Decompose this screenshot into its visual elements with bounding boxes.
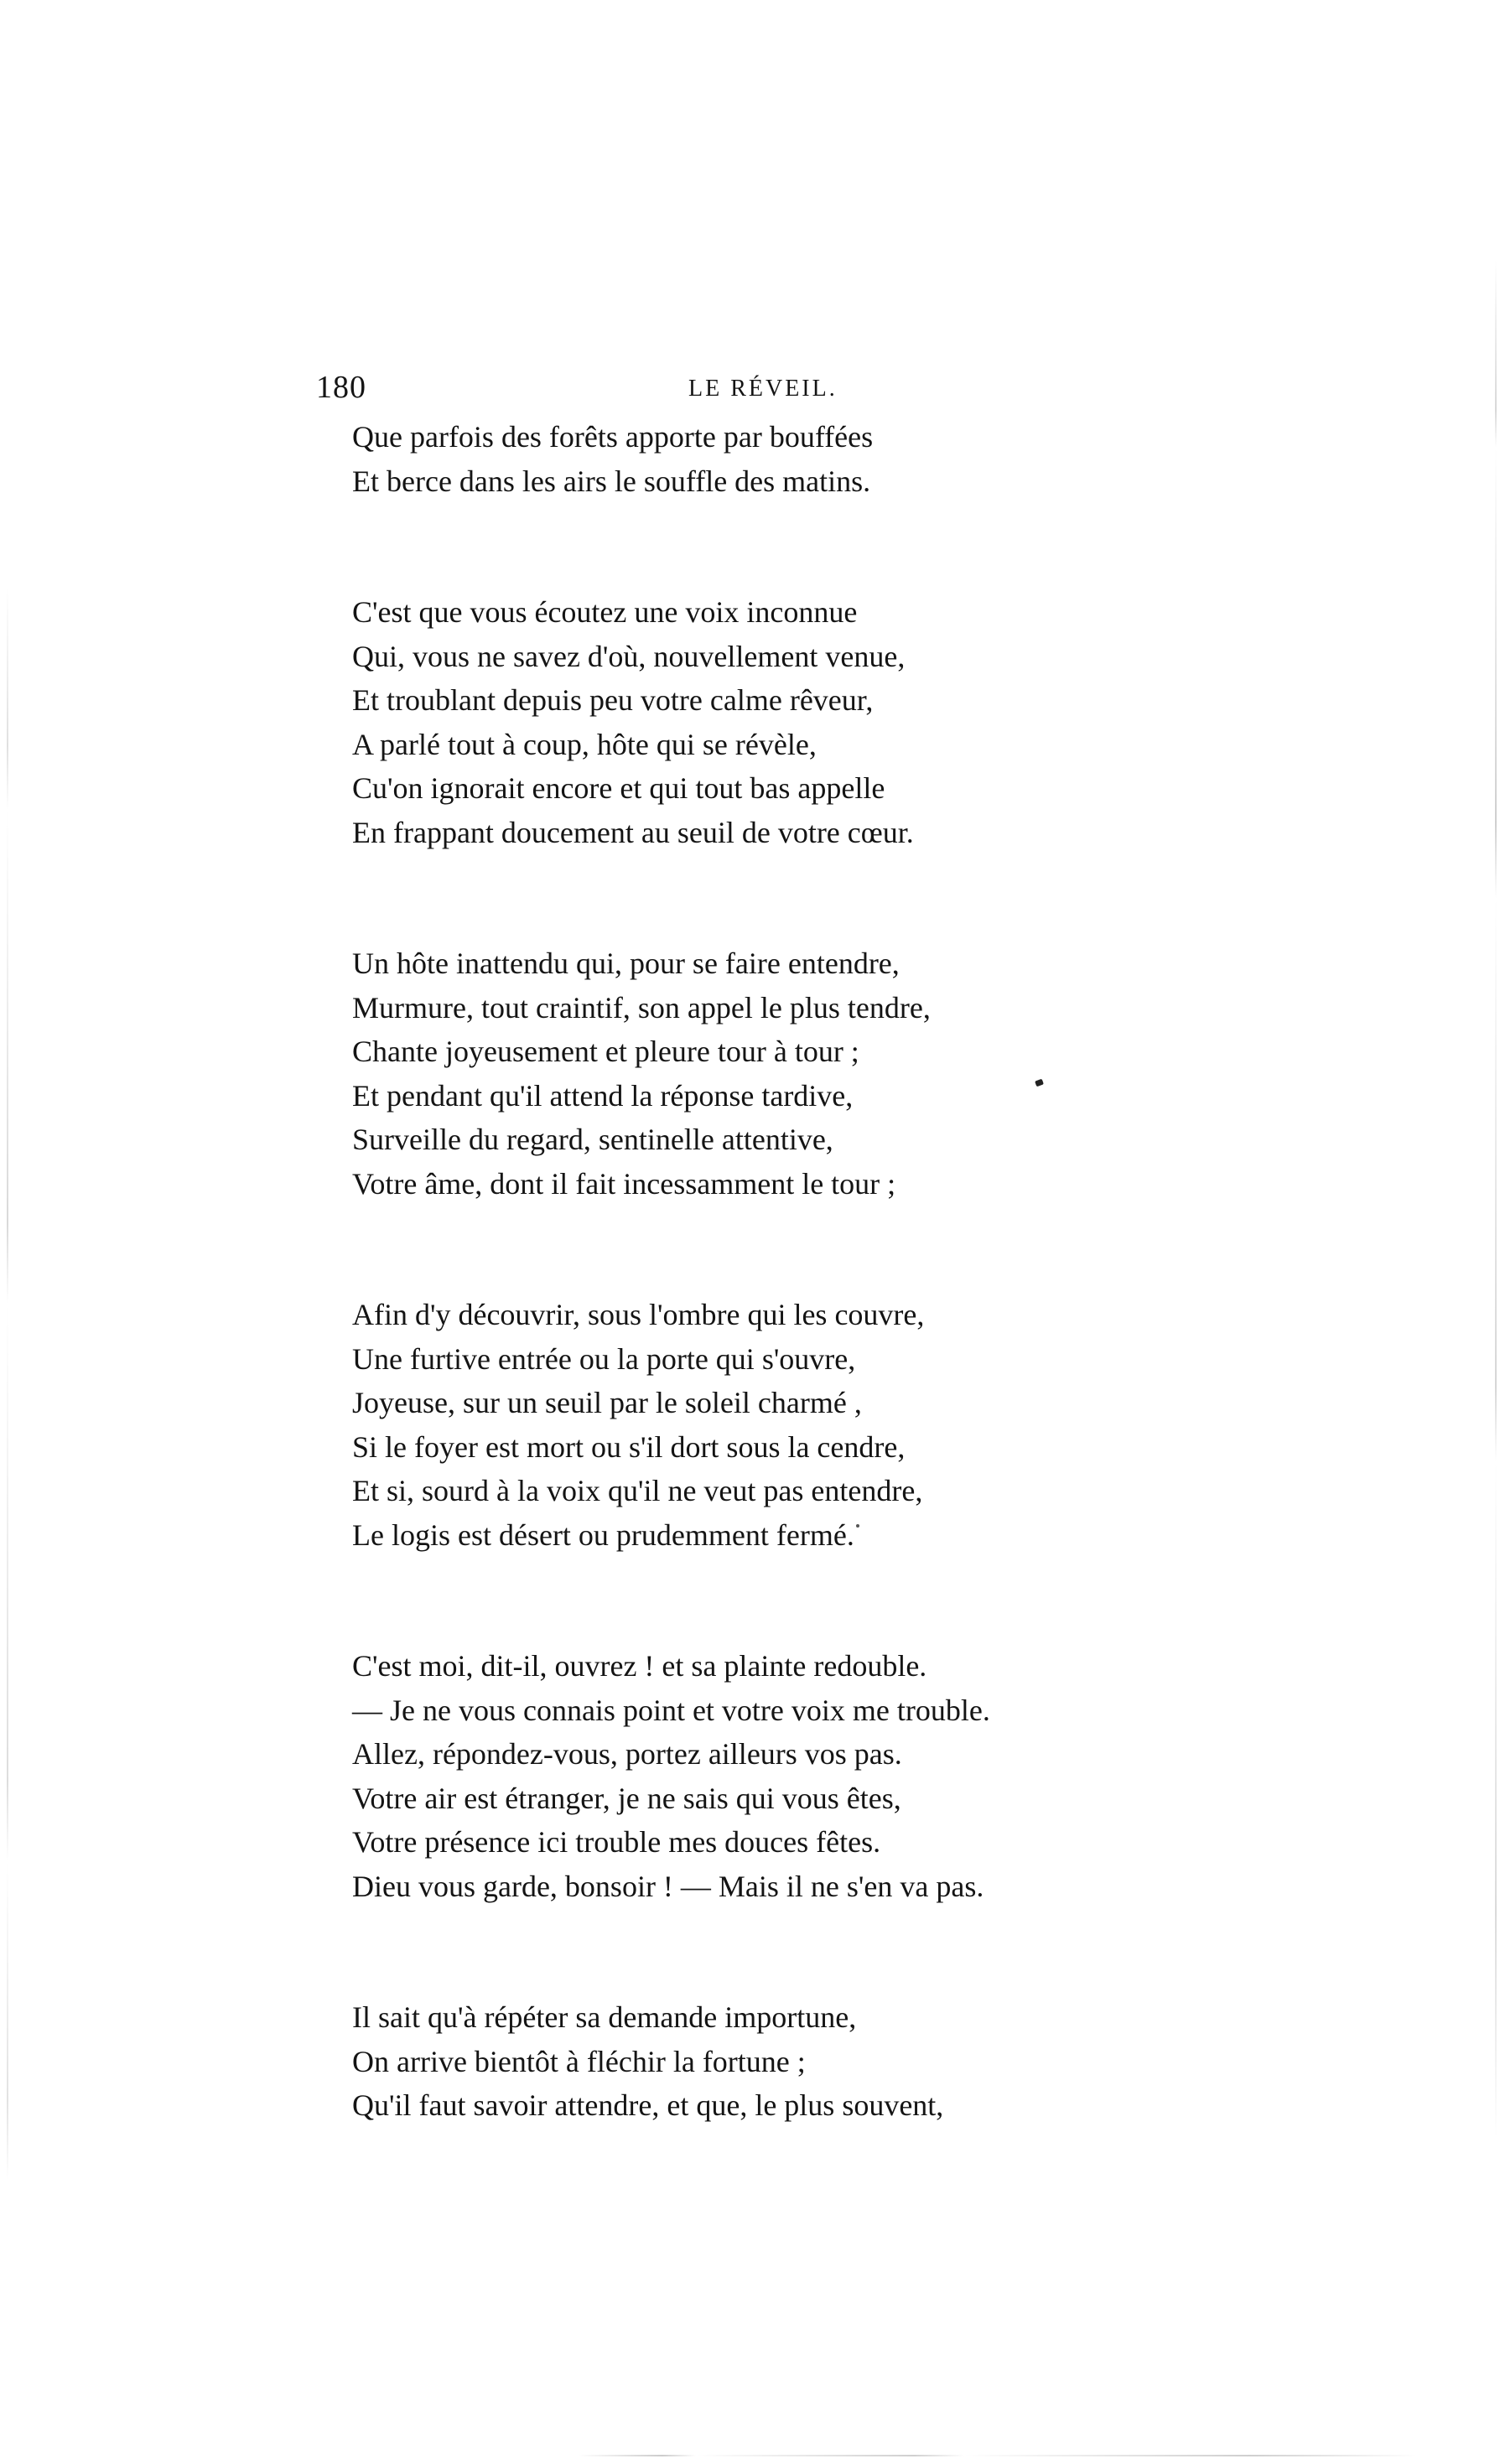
stanza-gap	[352, 503, 1191, 590]
stanza	[352, 415, 1191, 503]
verse-line: Votre présence ici trouble mes douces fêtes.	[352, 1825, 881, 1859]
verse-line: Votre âme, dont il fait incessamment le tour ;	[352, 1166, 896, 1201]
stanza	[352, 590, 1191, 854]
verse-line: Surveille du regard, sentinelle attentive,	[352, 1123, 833, 1156]
verse-line: Joyeuse, sur un seuil par le soleil charmé ,	[352, 1386, 862, 1419]
scan-edge-left	[7, 587, 8, 2180]
verse-line: Qui, vous ne savez d'où, nouvellement venue,	[352, 639, 906, 673]
verse-line: En frappant doucement au seuil de votre cœur.	[352, 815, 914, 849]
stanza-gap	[352, 1557, 1191, 1644]
page-header	[316, 362, 853, 412]
verse-line: Chante joyeusement et pleure tour à tour ;	[352, 1035, 859, 1068]
stanza-gap	[352, 1908, 1191, 1995]
verse-line: Une furtive entrée ou la porte qui s'ouvre,	[352, 1341, 856, 1376]
stanza	[352, 1995, 1191, 2128]
verse-line: Dieu vous garde, bonsoir ! — Mais il ne s'en va pas.	[352, 1869, 984, 1903]
stanza	[352, 1293, 1191, 1557]
verse-line: Afin d'y découvrir, sous l'ombre qui les couvre,	[352, 1298, 925, 1331]
page-number: 180	[316, 370, 366, 405]
verse-line: Murmure, tout craintif, son appel le plus tendre,	[352, 990, 931, 1025]
verse-line: On arrive bientôt à fléchir la fortune ;	[352, 2044, 806, 2078]
verse-line: Et troublant depuis peu votre calme rêveur,	[352, 683, 874, 717]
verse-line: Un hôte inattendu qui, pour se faire entendre,	[352, 947, 900, 980]
verse-line: Qu'il faut savoir attendre, et que, le plus souvent,	[352, 2088, 944, 2122]
verse-line: — Je ne vous connais point et votre voix me trouble.	[352, 1693, 990, 1727]
verse-line: A parlé tout à coup, hôte qui se révèle,	[352, 727, 817, 761]
scan-edge-bottom	[579, 2455, 1417, 2456]
stanza-gap	[352, 1206, 1191, 1293]
verse-line: Et berce dans les airs le souffle des matins.	[352, 464, 871, 498]
running-title: LE RÉVEIL.	[688, 376, 838, 402]
verse-line: Le logis est désert ou prudemment fermé.	[352, 1517, 854, 1552]
verse-line: Et pendant qu'il attend la réponse tardive,	[352, 1078, 854, 1113]
stanza	[352, 1644, 1191, 1908]
verse-line: C'est que vous écoutez une voix inconnue	[352, 595, 858, 629]
verse-line: Votre air est étranger, je ne sais qui vous êtes,	[352, 1781, 901, 1815]
verse-line: Si le foyer est mort ou s'il dort sous la cendre,	[352, 1429, 906, 1464]
verse-line: C'est moi, dit-il, ouvrez ! et sa plainte redouble.	[352, 1649, 927, 1683]
verse-line: Cu'on ignorait encore et qui tout bas appelle	[352, 771, 885, 805]
verse-line: Que parfois des forêts apporte par bouffées	[352, 420, 874, 454]
stanza	[352, 942, 1191, 1206]
verse-line: Allez, répondez-vous, portez ailleurs vos pas.	[352, 1737, 902, 1771]
poem-body	[352, 415, 1191, 2128]
scan-edge-right	[1495, 260, 1497, 2138]
verse-line: Et si, sourd à la voix qu'il ne veut pas entendre,	[352, 1474, 923, 1507]
stanza-gap	[352, 854, 1191, 942]
verse-line: Il sait qu'à répéter sa demande importune,	[352, 2000, 857, 2034]
ink-dot	[856, 1524, 859, 1528]
